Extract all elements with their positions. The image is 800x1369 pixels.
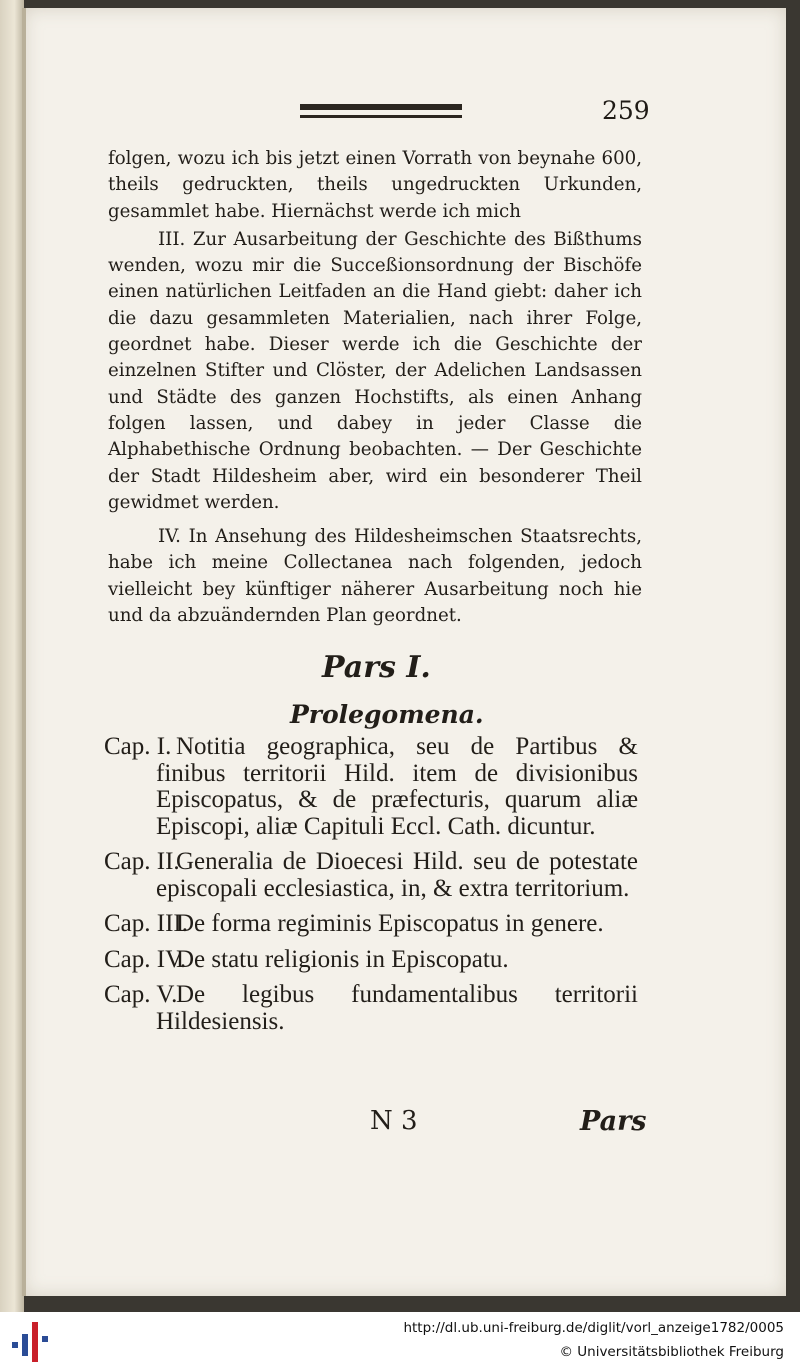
page-gutter: [22, 8, 26, 1296]
permalink-url[interactable]: http://dl.ub.uni-freiburg.de/diglit/vorl_anzeige1782/0005: [403, 1320, 784, 1336]
chapter-label: Cap. IV.: [104, 945, 187, 973]
chapter-text: Notitia geographica, seu de Partibus & finibus territorii Hild. item de divisionibus Episcopatus, & de præfecturis, quarum aliæ Episcopi, aliæ Capituli Eccl. Cath. dicuntur.: [156, 733, 638, 840]
chapter-text: De legibus fundamentalibus territorii Hildesiensis.: [156, 981, 638, 1035]
chapter-text: De statu religionis in Episcopatu.: [176, 945, 509, 973]
prolegomena-heading: Prolegomena.: [290, 700, 484, 729]
chapter-text: Generalia de Dioecesi Hild. seu de potestate episcopali ecclesiastica, in, & extra territorium.: [156, 848, 638, 902]
viewer-footer: [0, 1312, 800, 1369]
signature-mark: N 3: [370, 1106, 418, 1136]
chapter-item: [104, 849, 638, 902]
chapter-text: De forma regiminis Episcopatus in genere.: [176, 910, 604, 937]
body-text: [108, 146, 642, 629]
library-logo-icon[interactable]: [12, 1322, 52, 1362]
pars-heading: Pars I.: [322, 650, 431, 685]
chapter-label: Cap. II.: [104, 848, 180, 875]
paragraph-2: III. Zur Ausarbeitung der Geschichte des Bißthums wenden, wozu mir die Succeßionsordnung der Bischöfe einen natürlichen Leitfaden an die Hand giebt: daher ich die dazu gesammleten Materialien, nach ihrer Folge, geordnet habe. Dieser werde ich die Geschichte der einzelnen Stifter und Clöster, der Adelichen Landsassen und Städte des ganzen Hochstifts, als einen Anhang folgen lassen, und dabey in jeder Classe die Alphabethische Ordnung beobachten. — Der Geschichte der Stadt Hildesheim aber, wird ein besonderer Theil gewidmet werden.: [108, 228, 642, 513]
paragraph-1: folgen, wozu ich bis jetzt einen Vorrath von beynahe 600, theils gedruckten, theils ungedruckten Urkunden, gesammlet habe. Hiernächst werde ich mich: [108, 148, 642, 222]
page-number: 259: [602, 96, 650, 125]
chapter-item: [104, 982, 638, 1035]
copyright-notice: © Universitätsbibliothek Freiburg: [559, 1344, 784, 1360]
paragraph-3: IV. In Ansehung des Hildesheimschen Staatsrechts, habe ich meine Collectanea nach folgenden, jedoch vielleicht bey künftiger näherer Ausarbeitung noch hie und da abzuändernden Plan geordnet.: [108, 526, 642, 627]
previous-page-edge: [0, 0, 24, 1312]
chapter-label: Cap. V.: [104, 981, 178, 1008]
chapter-list: [104, 734, 638, 1044]
chapter-item: [104, 947, 638, 974]
chapter-item: [104, 734, 638, 840]
header-ornament: [300, 104, 462, 122]
chapter-item: [104, 911, 638, 938]
chapter-label: Cap. III.: [104, 910, 188, 937]
catchword: Pars: [580, 1106, 647, 1137]
chapter-label: Cap. I.: [104, 733, 172, 760]
